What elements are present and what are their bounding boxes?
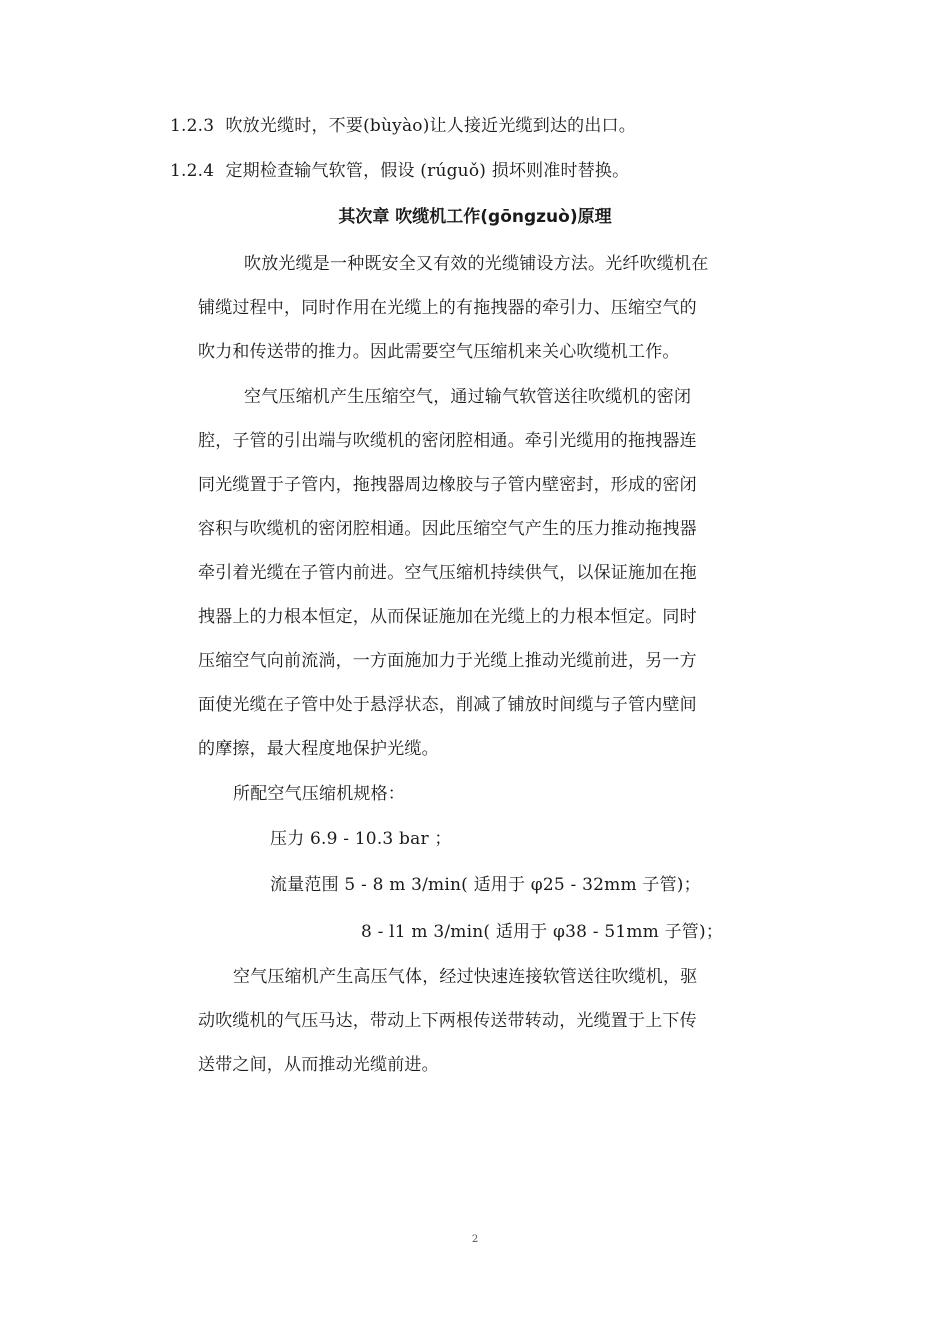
spec-flow: 8 - l1 m 3/min( 适用于 φ38 - 51mm 子管)； bbox=[361, 922, 724, 942]
list-item bbox=[170, 159, 629, 183]
paragraph-line: 容积与吹缆机的密闭腔相通。因此压缩空气产生的压力推动拖拽器 bbox=[198, 519, 697, 539]
spec-flow: 流量范围 5 - 8 m 3/min( 适用于 φ25 - 32mm 子管)； bbox=[270, 875, 701, 895]
paragraph-line: 面使光缆在子管中处于悬浮状态，削减了铺放时间缆与子管内壁间 bbox=[198, 695, 697, 715]
chapter-title: 其次章 吹缆机工作(gōngzuò)原理 bbox=[338, 207, 612, 227]
paragraph-line: 同光缆置于子管内，拖拽器周边橡胶与子管内壁密封，形成的密闭 bbox=[198, 475, 697, 495]
paragraph-line: 空气压缩机产生高压气体，经过快速连接软管送往吹缆机，驱 bbox=[233, 967, 698, 987]
item-number: 1.2.4 bbox=[170, 161, 215, 181]
paragraph-line: 牵引着光缆在子管内前进。空气压缩机持续供气，以保证施加在拖 bbox=[198, 563, 697, 583]
spec-pressure: 压力 6.9 - 10.3 bar ； bbox=[270, 829, 452, 849]
page-number: 2 bbox=[471, 1234, 479, 1245]
paragraph-line: 的摩擦，最大程度地保护光缆。 bbox=[198, 739, 439, 759]
list-item bbox=[170, 114, 636, 138]
paragraph-line: 腔，子管的引出端与吹缆机的密闭腔相通。牵引光缆用的拖拽器连 bbox=[198, 431, 697, 451]
paragraph-line: 空气压缩机产生压缩空气，通过输气软管送往吹缆机的密闭 bbox=[244, 387, 692, 407]
item-text: 定期检查输气软管，假设 (rúguǒ) 损坏则准时替换。 bbox=[225, 161, 630, 181]
paragraph-line: 压缩空气向前流淌，一方面施加力于光缆上推动光缆前进，另一方 bbox=[198, 651, 697, 671]
paragraph-line: 拽器上的力根本恒定，从而保证施加在光缆上的力根本恒定。同时 bbox=[198, 607, 697, 627]
spec-heading: 所配空气压缩机规格： bbox=[233, 784, 405, 804]
paragraph-line: 铺缆过程中，同时作用在光缆上的有拖拽器的牵引力、压缩空气的 bbox=[198, 298, 697, 318]
paragraph-line: 动吹缆机的气压马达，带动上下两根传送带转动，光缆置于上下传 bbox=[198, 1011, 697, 1031]
item-number: 1.2.3 bbox=[170, 116, 215, 136]
item-text: 吹放光缆时，不要(bùyào)让人接近光缆到达的出口。 bbox=[225, 116, 636, 136]
paragraph-line: 吹力和传送带的推力。因此需要空气压缩机来关心吹缆机工作。 bbox=[198, 342, 680, 362]
paragraph-line: 吹放光缆是一种既安全又有效的光缆铺设方法。光纤吹缆机在 bbox=[244, 254, 709, 274]
paragraph-line: 送带之间，从而推动光缆前进。 bbox=[198, 1055, 439, 1075]
